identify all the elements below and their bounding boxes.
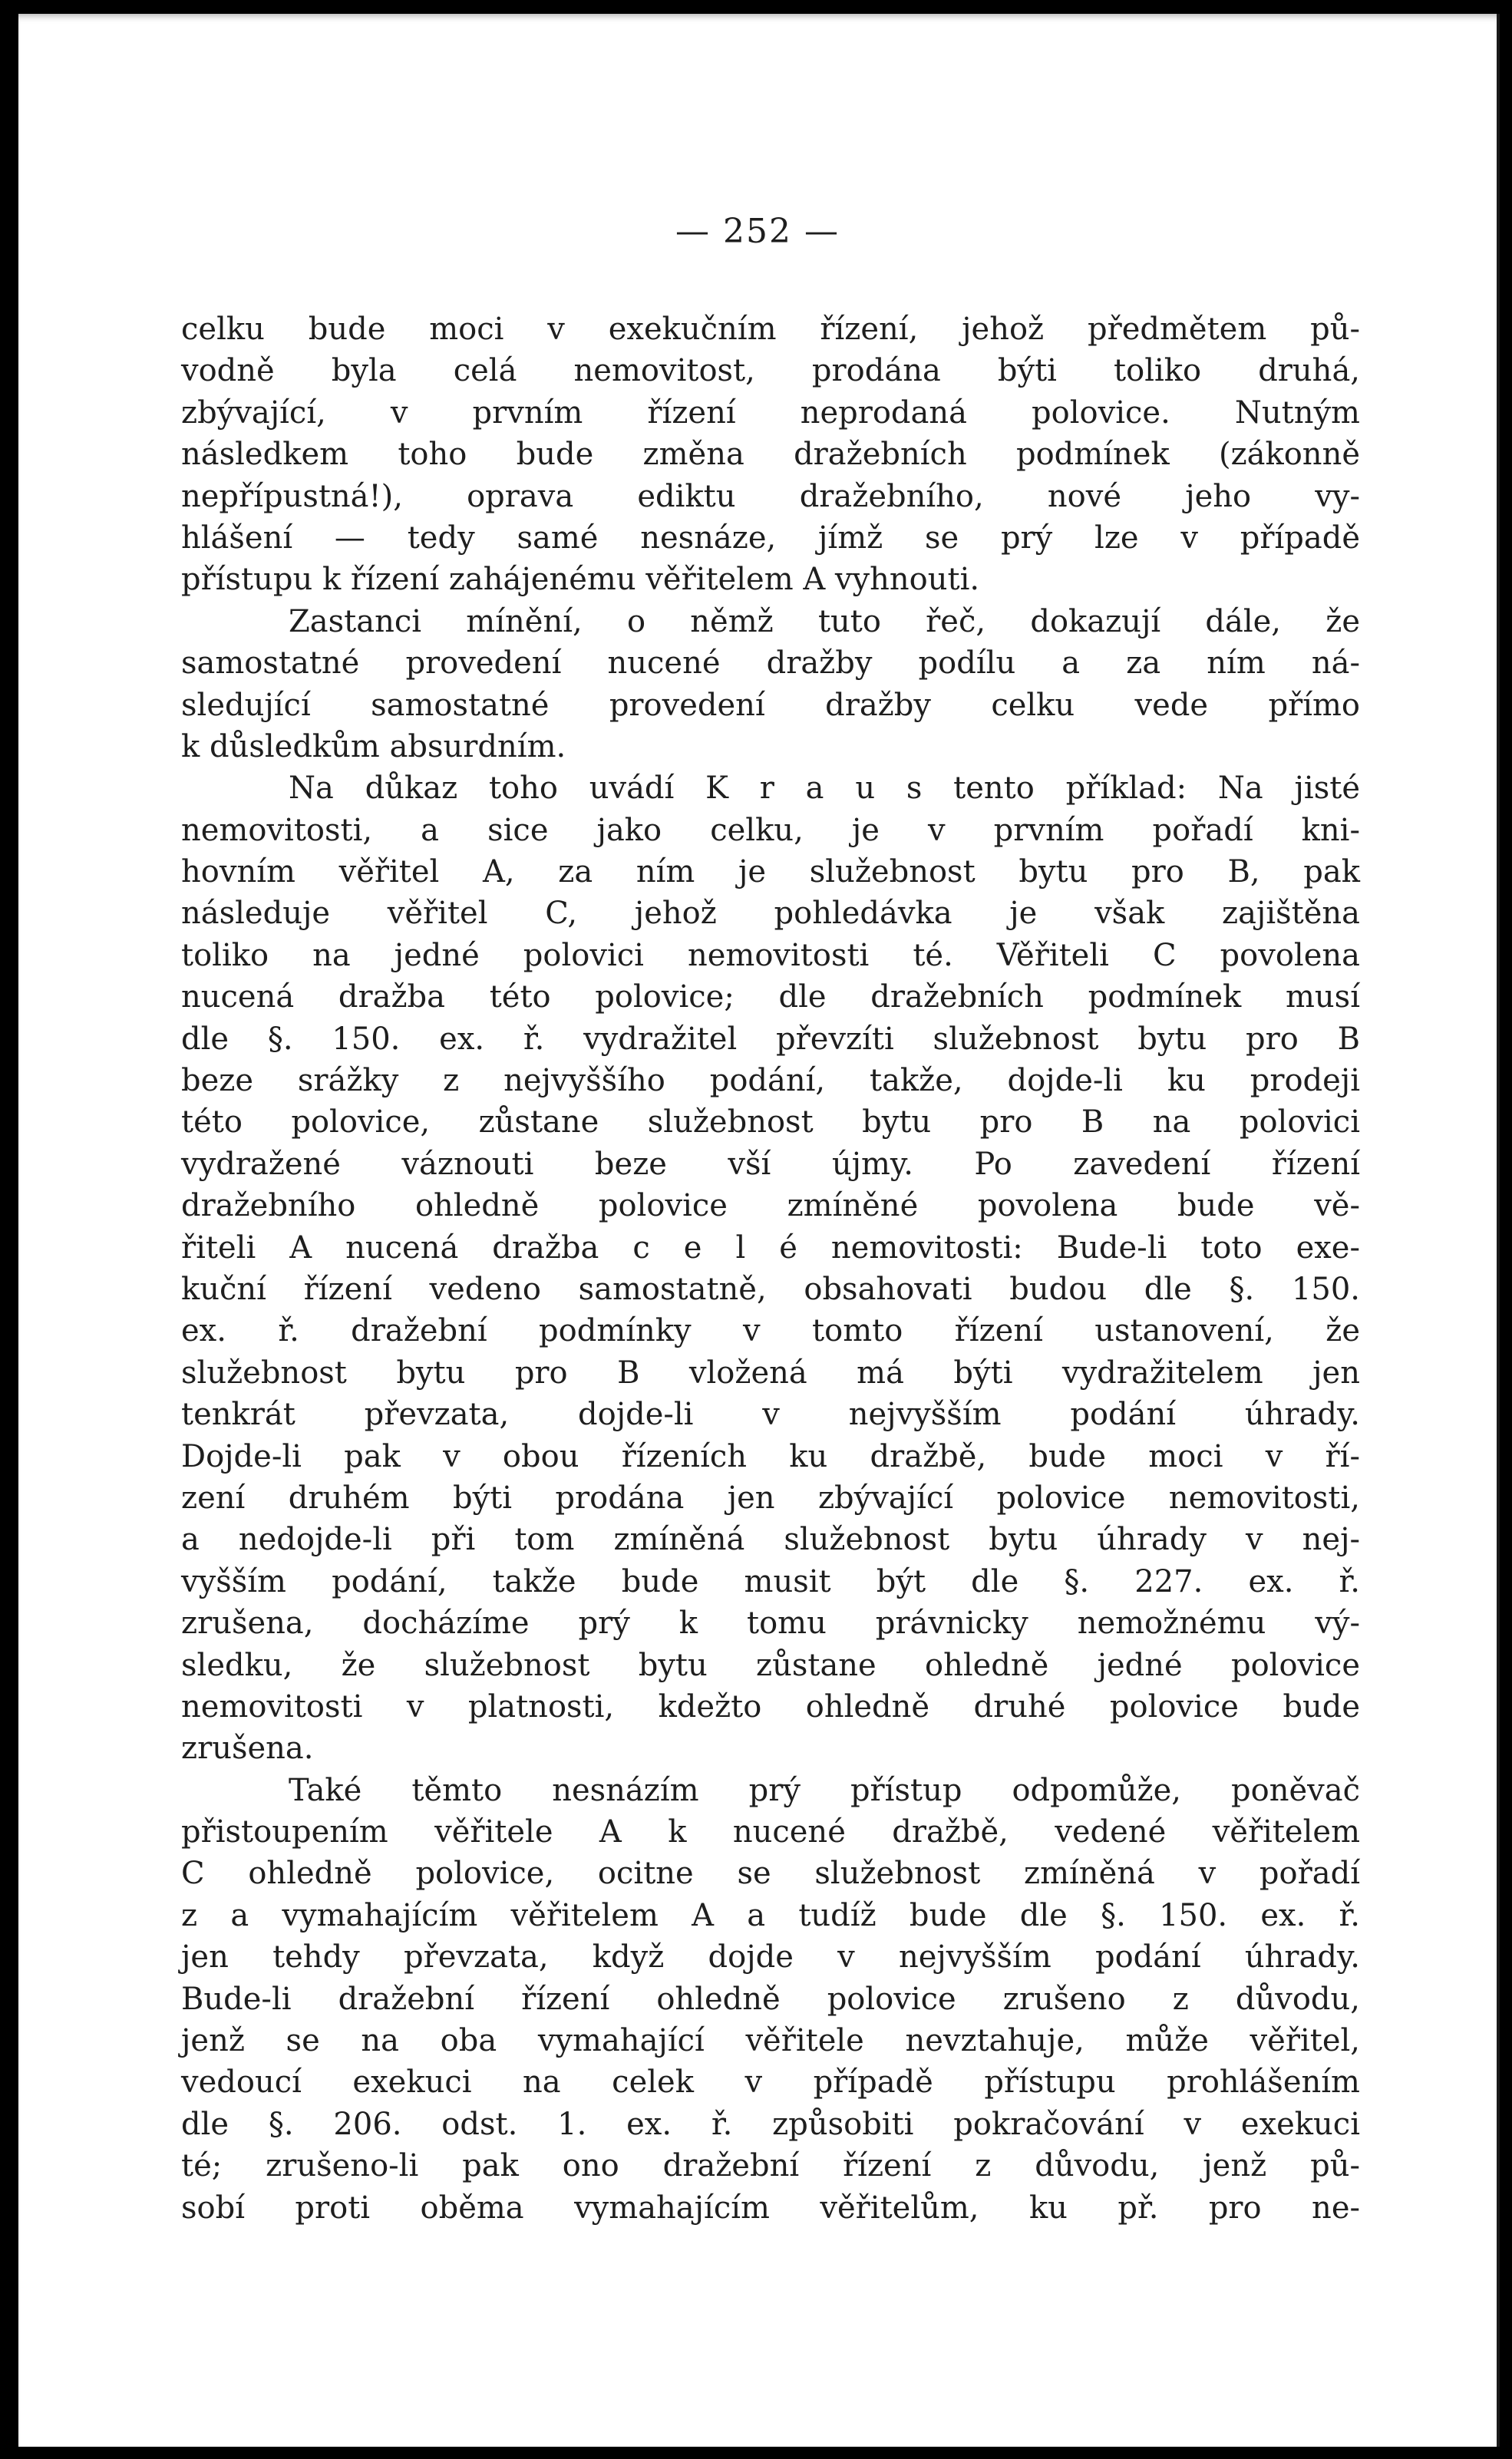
text-line: přistoupením věřitele A k nucené dražbě, vedené věřitelem — [181, 1814, 1360, 1850]
text-line: zbývající, v prvním řízení neprodaná polovice. Nutným — [181, 394, 1360, 431]
text-line: beze srážky z nejvyššího podání, takže, dojde-li ku prodeji — [181, 1063, 1360, 1099]
text-line: řiteli A nucená dražba c e l é nemovitosti: Bude-li toto exe- — [181, 1230, 1360, 1266]
text-line: Také těmto nesnázím prý přístup odpomůže, poněvač — [289, 1772, 1360, 1808]
text-line: sledku, že služebnost bytu zůstane ohledně jedné polovice — [181, 1647, 1360, 1683]
text-line: služebnost bytu pro B vložená má býti vydražitelem jen — [181, 1355, 1360, 1391]
text-line: vodně byla celá nemovitost, prodána býti toliko druhá, — [181, 353, 1360, 389]
text-line: následkem toho bude změna dražebních podmínek (zákonně — [181, 437, 1360, 473]
text-line: vyšším podání, takže bude musit být dle §. 227. ex. ř. — [181, 1563, 1360, 1599]
text-line: této polovice, zůstane služebnost bytu pro B na polovici — [181, 1104, 1360, 1140]
text-line: celku bude moci v exekučním řízení, jehož předmětem pů- — [181, 312, 1360, 347]
text-line: vydražené váznouti beze vší újmy. Po zavedení řízení — [181, 1146, 1360, 1182]
text-line: nemovitosti, a sice jako celku, je v prvním pořadí kni- — [181, 812, 1360, 848]
text-line: jenž se na oba vymahající věřitele nevztahuje, může věřitel, — [181, 2023, 1360, 2059]
text-line: zení druhém býti prodána jen zbývající polovice nemovitosti, — [181, 1480, 1360, 1516]
page-number: — 252 — — [675, 212, 840, 251]
text-line: k důsledkům absurdním. — [181, 728, 566, 764]
text-line: přístupu k řízení zahájenému věřitelem A vyhnouti. — [181, 562, 980, 598]
text-line: samostatné provedení nucené dražby podílu a za ním ná- — [181, 645, 1360, 682]
text-line: nepřípustná!), oprava ediktu dražebního, nové jeho vy- — [181, 478, 1360, 514]
text-line: tenkrát převzata, dojde-li v nejvyšším podání úhrady. — [181, 1397, 1360, 1433]
text-line: toliko na jedné polovici nemovitosti té. Věřiteli C povolena — [181, 937, 1360, 973]
text-line: ex. ř. dražební podmínky v tomto řízení ustanovení, že — [181, 1313, 1360, 1349]
text-line: nucená dražba této polovice; dle dražebních podmínek musí — [181, 979, 1360, 1015]
text-line: Zastanci mínění, o němž tuto řeč, dokazují dále, že — [289, 603, 1360, 639]
text-line: zrušena, docházíme prý k tomu právnicky nemožnému vý- — [181, 1606, 1360, 1642]
text-line: vedoucí exekuci na celek v případě přístupu prohlášením — [181, 2065, 1360, 2101]
text-line: sledující samostatné provedení dražby celku vede přímo — [181, 687, 1360, 723]
text-line: hlášení — tedy samé nesnáze, jímž se prý lze v případě — [181, 520, 1360, 556]
text-line: jen tehdy převzata, když dojde v nejvyšším podání úhrady. — [181, 1939, 1360, 1975]
text-line: zrušena. — [181, 1731, 314, 1767]
text-line: Na důkaz toho uvádí K r a u s tento příklad: Na jisté — [289, 771, 1360, 807]
text-line: a nedojde-li při tom zmíněná služebnost bytu úhrady v nej- — [181, 1522, 1360, 1558]
text-line: dle §. 150. ex. ř. vydražitel převzíti služebnost bytu pro B — [181, 1021, 1360, 1057]
text-line: té; zrušeno-li pak ono dražební řízení z důvodu, jenž pů- — [181, 2148, 1360, 2184]
text-line: Dojde-li pak v obou řízeních ku dražbě, bude moci v ří- — [181, 1438, 1360, 1474]
book-page — [18, 14, 1500, 2447]
body-text — [181, 309, 1360, 2229]
text-line: kuční řízení vedeno samostatně, obsahovati budou dle §. 150. — [181, 1271, 1360, 1307]
text-line: dražebního ohledně polovice zmíněné povolena bude vě- — [181, 1188, 1360, 1224]
text-line: dle §. 206. odst. 1. ex. ř. způsobiti pokračování v exekuci — [181, 2106, 1360, 2142]
text-line: z a vymahajícím věřitelem A a tudíž bude dle §. 150. ex. ř. — [181, 1897, 1360, 1933]
text-line: sobí proti oběma vymahajícím věřitelům, ku př. pro ne- — [181, 2190, 1360, 2226]
text-line: hovním věřitel A, za ním je služebnost bytu pro B, pak — [181, 854, 1360, 890]
text-line: Bude-li dražební řízení ohledně polovice zrušeno z důvodu, — [181, 1981, 1360, 2017]
text-line: C ohledně polovice, ocitne se služebnost zmíněná v pořadí — [181, 1856, 1360, 1892]
text-line: následuje věřitel C, jehož pohledávka je však zajištěna — [181, 896, 1360, 932]
text-line: nemovitosti v platnosti, kdežto ohledně druhé polovice bude — [181, 1688, 1360, 1725]
